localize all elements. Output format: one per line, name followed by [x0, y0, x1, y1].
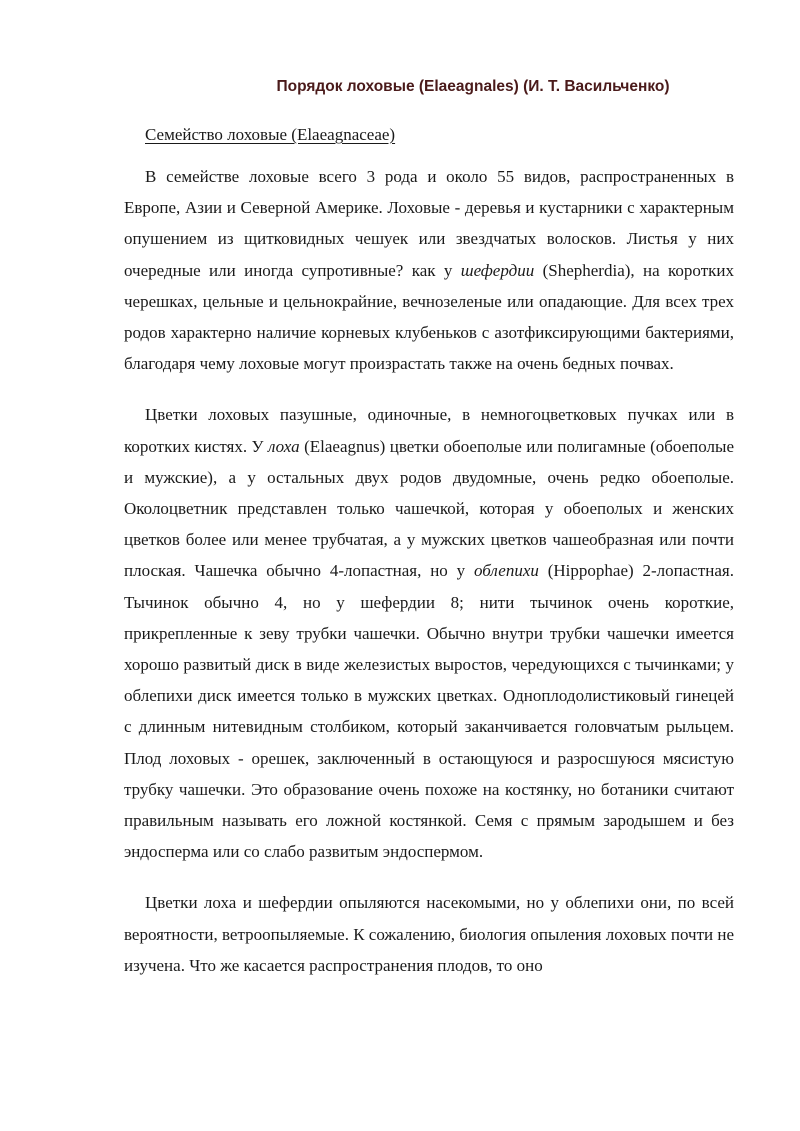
paragraph-3-text-1: Цветки лоха и шефердии опыляются насекомыми, но у облепихи они, по всей вероятности, ветроопыляемые. К сожалению, биология опыления лоховых почти не изучена. Что же касается распространения плодов, то оно: [124, 893, 734, 975]
paragraph-2-text-1: Цветки лоховых пазушные, одиночные, в немногоцветковых пучках или в коротких кистях. У: [124, 405, 734, 456]
paragraph-1-italic-term: шефердии: [460, 260, 535, 280]
paragraph-2-text-2: (Elaeagnus) цветки обоеполые или полигамные (обоеполые и мужские), а у остальных двух родов двудомные, очень редко обоеполые. Околоцветник представлен только чашечкой, которая у обоеполых и женских цветков более или менее трубчатая, а у мужских цветков чашеобразная или почти плоская. Чашечка обычно 4-лопастная, но у: [124, 436, 734, 581]
paragraph-2: [124, 399, 734, 867]
paragraph-2-italic-term-1: лоха: [268, 436, 300, 456]
paragraph-2-italic-term-2: облепихи: [474, 561, 539, 581]
paragraph-1: [124, 161, 734, 379]
paragraph-1-text-2: (Shepherdia), на коротких черешках, цельные и цельнокрайние, вечнозеленые или опадающие. Для всех трех родов характерно наличие корневых клубеньков с азотфиксирующими бактериями, благодаря чему лоховые могут произрастать также на очень бедных почвах.: [124, 260, 734, 374]
document-page: [124, 76, 734, 981]
document-title: Порядок лоховые (Elaeagnales) (И. Т. Васильченко): [276, 78, 670, 95]
section-subtitle: Семейство лоховые (Elaeagnaceae): [145, 125, 396, 144]
paragraph-1-text-1: В семействе лоховые всего 3 рода и около 55 видов, распространенных в Европе, Азии и Северной Америке. Лоховые - деревья и кустарники с характерным опушением из щитковидных чешуек или звездчатых волосков. Листья у них очередные или иногда супротивные? как у: [124, 167, 734, 280]
paragraph-3: [124, 887, 734, 981]
paragraph-2-text-3: (Hippophae) 2-лопастная. Тычинок обычно 4, но у шефердии 8; нити тычинок очень короткие, прикрепленные к зеву трубки чашечки. Обычно внутри трубки чашечки имеется хорошо развитый диск в виде железистых выростов, чередующихся с тычинками; у облепихи диск имеется только в мужских цветках. Одноплодолистиковый гинецей с длинным нитевидным столбиком, который заканчивается головчатым рыльцем. Плод лоховых - орешек, заключенный в остающуюся и разросшуюся мясистую трубку чашечки. Это образование очень похоже на костянку, но ботаники считают правильным называть его ложной костянкой. Семя с прямым зародышем и без эндосперма или со слабо развитым эндоспермом.: [124, 561, 734, 862]
